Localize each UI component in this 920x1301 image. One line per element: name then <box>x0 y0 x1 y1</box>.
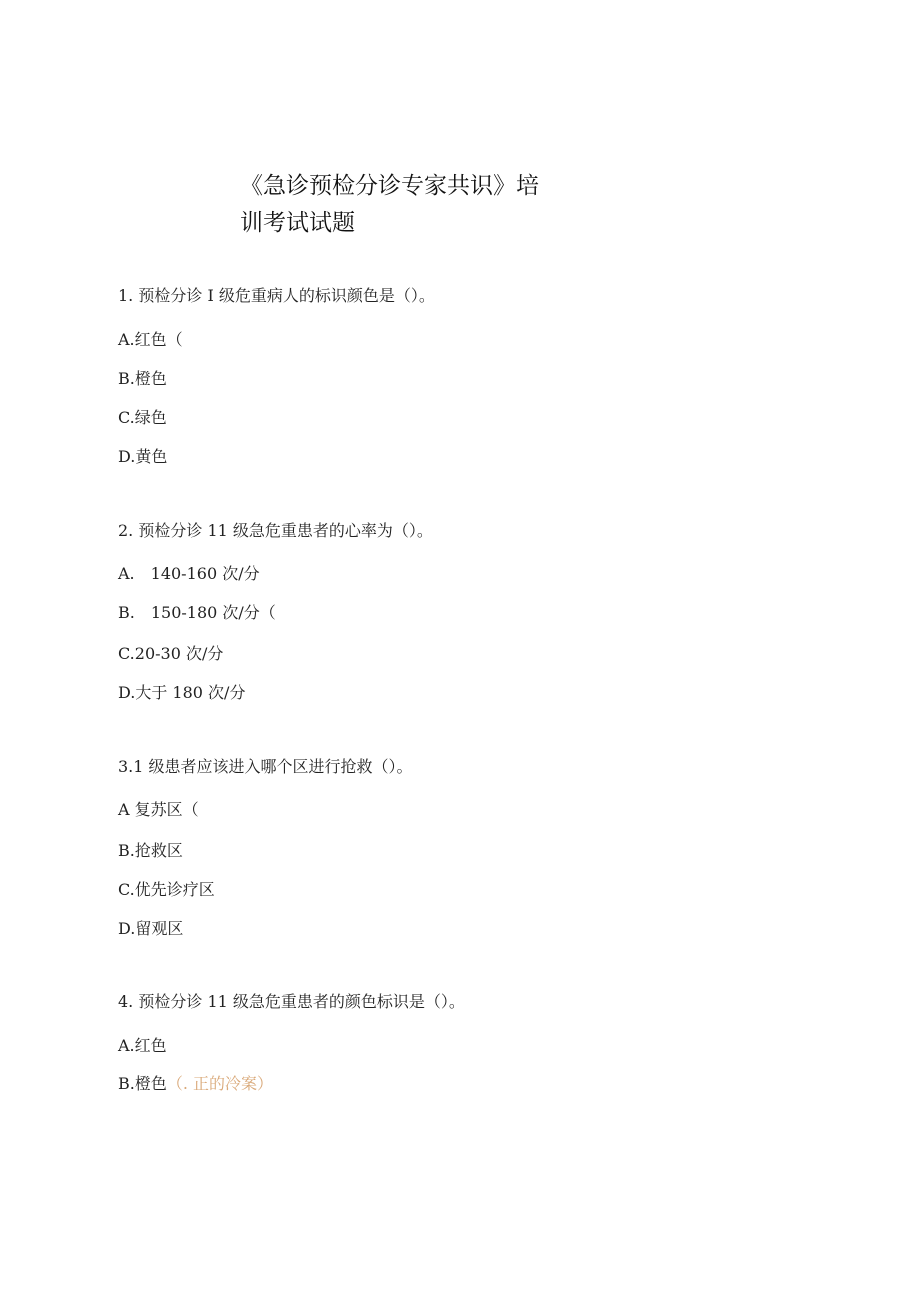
page-title-line-1: 《急诊预检分诊专家共识》培 <box>240 173 539 199</box>
question-2-option-c: C.20-30 次/分 <box>118 644 224 663</box>
question-3-option-c: C.优先诊疗区 <box>118 880 215 899</box>
question-2-option-a: A. 140-160 次/分 <box>118 564 260 583</box>
question-4-option-b-label: B.橙色 <box>118 1074 167 1093</box>
question-1-stem: 1. 预检分诊 I 级危重病人的标识颜色是（）。 <box>118 286 435 305</box>
question-2-option-b: B. 150-180 次/分（ <box>118 603 276 622</box>
question-2-option-d: D.大于 180 次/分 <box>118 683 246 702</box>
question-4-option-a: A.红色 <box>118 1036 167 1055</box>
question-1-option-a: A.红色（ <box>118 330 183 349</box>
question-3-option-a: A 复苏区（ <box>118 800 199 819</box>
page-title-line-2: 训考试试题 <box>240 210 355 236</box>
question-1-option-d: D.黄色 <box>118 447 168 466</box>
answer-note: （. 正的冷案） <box>166 1074 274 1093</box>
question-3-option-b: B.抢救区 <box>118 841 183 860</box>
question-1-option-c: C.绿色 <box>118 408 167 427</box>
question-3-option-d: D.留观区 <box>118 919 184 938</box>
question-1-option-b: B.橙色 <box>118 369 167 388</box>
question-4-option-b <box>118 1073 273 1095</box>
page-title <box>240 168 560 242</box>
question-2-stem: 2. 预检分诊 11 级急危重患者的心率为（）。 <box>118 521 433 540</box>
question-3-stem: 3.1 级患者应该进入哪个区进行抢救（）。 <box>118 757 413 776</box>
question-4-stem: 4. 预检分诊 11 级急危重患者的颜色标识是（）。 <box>118 992 465 1011</box>
